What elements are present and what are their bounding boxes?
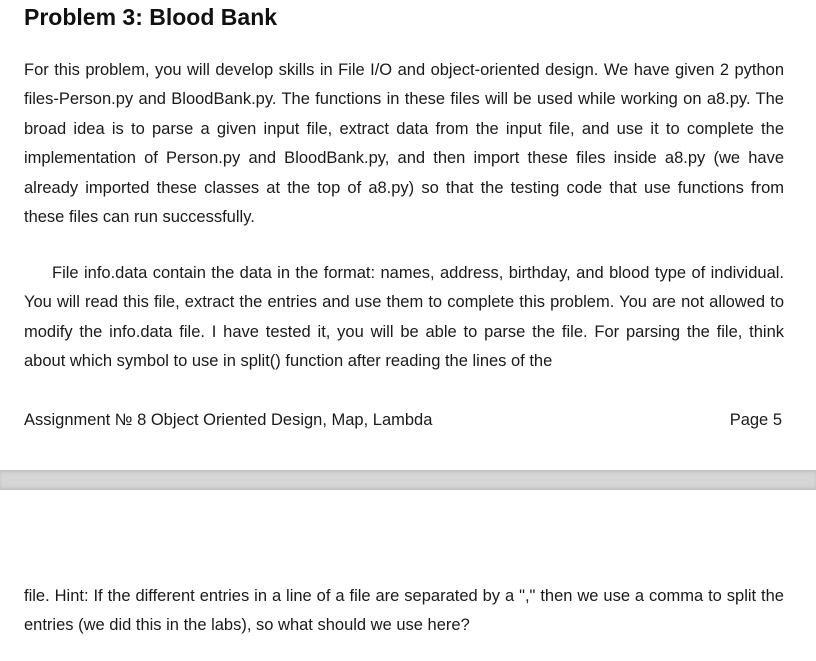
page-footer-assignment: Assignment № 8 Object Oriented Design, Map, Lambda (24, 411, 433, 429)
paragraph-hint: file. Hint: If the different entries in a line of a file are separated by a "," then we use a comma to split the entries (we did this in the labs), so what should we use here? (24, 587, 784, 635)
page-separator (0, 470, 816, 490)
page-footer-number: Page 5 (729, 411, 782, 429)
problem-title: Problem 3: Blood Bank (24, 4, 278, 30)
paragraph-intro: For this problem, you will develop skills in File I/O and object-oriented design. We have given 2 python files-Person.py and BloodBank.py. The functions in these files will be used while working on a8.py. The broad idea is to parse a given input file, extract data from the input file, and use it to complete the implementation of Person.py and BloodBank.py, and then import these files inside a8.py (we have already imported these classes at the top of a8.py) so that the testing code that use functions from these files can run successfully. (24, 61, 784, 227)
document-page-6 (0, 490, 816, 661)
paragraph-info-data: File info.data contain the data in the format: names, address, birthday, and blood type of individual. You will read this file, extract the entries and use them to complete this problem. You are not allowed to modify the info.data file. I have tested it, you will be able to parse the file. For parsing the file, think about which symbol to use in split() function after reading the lines of the (24, 264, 784, 371)
